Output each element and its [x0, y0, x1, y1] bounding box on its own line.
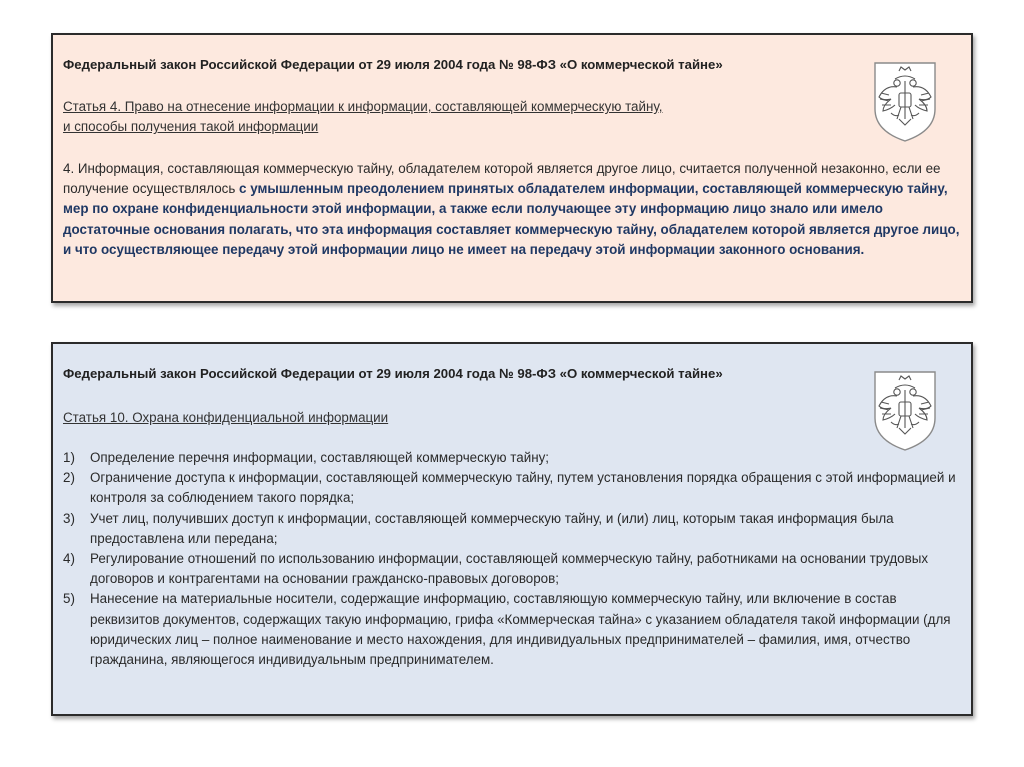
article-paragraph — [63, 159, 963, 260]
list-item-text: Нанесение на материальные носители, содержащие информацию, составляющую коммерческую тайну, или включение в состав реквизитов документов, содержащих такую информацию, грифа «Коммерческая тайна» с указанием обладателя такой информации (для юридических лиц – полное наименование и место нахождения, для индивидуальных предпринимателей – фамилия, имя, отчество гражданина, являющегося индивидуальным предпринимателем. — [90, 591, 951, 668]
article-4-card — [51, 33, 973, 303]
russian-coat-of-arms-icon — [861, 366, 949, 454]
list-item-text: Определение перечня информации, составляющей коммерческую тайну; — [90, 450, 550, 465]
law-title: Федеральный закон Российской Федерации от 29 июля 2004 года № 98-ФЗ «О коммерческой тайне» — [63, 57, 723, 72]
paragraph-emphasis-text: с умышленным преодолением принятых обладателем информации, составляющей коммерческую тайну, мер по охране конфиденциальности этой информации, а также если получающее эту информацию лицо знало или имело достаточные основания полагать, что эта информация составляет коммерческую тайну, обладателем которой является другое лицо, и что осуществляющее передачу этой информации лицо не имеет на передачу этой информации законного основания. — [63, 181, 960, 257]
list-item — [63, 549, 963, 589]
list-item — [63, 468, 963, 508]
article-title: Статья 10. Охрана конфиденциальной информации — [63, 410, 389, 425]
list-item-text: Регулирование отношений по использованию информации, составляющей коммерческую тайну, работниками на основании трудовых договоров и контрагентами на основании гражданско-правовых договоров; — [90, 551, 929, 587]
law-title: Федеральный закон Российской Федерации от 29 июля 2004 года № 98-ФЗ «О коммерческой тайне» — [63, 366, 723, 381]
article-10-card — [51, 342, 973, 716]
list-item-number: 5) — [63, 591, 75, 607]
russian-coat-of-arms-icon — [861, 57, 949, 145]
list-item-number: 4) — [63, 551, 75, 567]
list-item-text: Ограничение доступа к информации, составляющей коммерческую тайну, путем установления порядка обращения с этой информацией и контроля за соблюдением такого порядка; — [90, 470, 956, 506]
list-item — [63, 509, 963, 549]
article-title — [63, 97, 662, 137]
list-item-number: 3) — [63, 510, 75, 526]
article-title-line-1: Статья 4. Право на отнесение информации к информации, составляющей коммерческую тайну, — [63, 99, 663, 114]
article-title-line-2: и способы получения такой информации — [63, 119, 319, 134]
list-item — [63, 448, 963, 468]
list-item-number: 1) — [63, 450, 75, 465]
measures-list — [63, 448, 963, 670]
paragraph-plain-text: 4. Информация, составляющая коммерческую тайну, обладателем которой является другое лицо, считается полученной незаконно, если ее получение осуществлялось — [63, 161, 941, 197]
list-item-text: Учет лиц, получивших доступ к информации, составляющей коммерческую тайну, и (или) лиц, которым такая информация была предоставлена или передана; — [90, 510, 894, 546]
list-item — [63, 589, 963, 670]
list-item-number: 2) — [63, 470, 75, 486]
